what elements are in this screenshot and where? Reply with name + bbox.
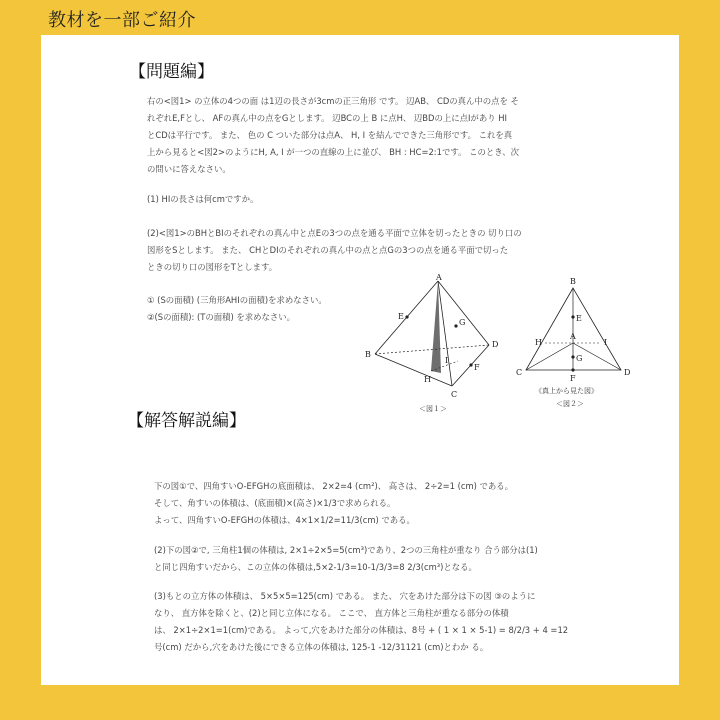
text-line: れぞれE,Fとし、 AFの真ん中の点をGとします。 辺BCの上 B に点H、 辺BDの上に点Iがあり HI [147, 113, 508, 123]
label-b: B [570, 277, 576, 286]
text-line: ① (Sの面積) (三角形AHIの面積)を求めなさい。 [147, 295, 327, 305]
question-2 [147, 225, 522, 276]
label-c: C [516, 368, 523, 377]
label-a: A [436, 273, 442, 282]
label-e: E [398, 312, 404, 321]
answer-section-title: 【解答解説編】 [127, 411, 246, 431]
figure-2-subcaption: 《真上から見た図》 [535, 387, 598, 395]
label-h: H [535, 338, 542, 347]
text-line: そして、角すいの体積は、(底面積)×(高さ)×1/3で求められる。 [154, 498, 396, 508]
figure-2-top-view [513, 273, 643, 413]
figure-1-caption: ＜図１＞ [419, 405, 447, 413]
label-e: E [576, 314, 582, 323]
label-g: G [576, 354, 583, 363]
label-d: D [492, 340, 499, 349]
text-line: (2)<図1>のBHとBIのそれぞれの真ん中と点Eの3つの点を通る平面で立体を切ったときの 切り口の [147, 228, 522, 238]
label-i: I [445, 356, 449, 365]
text-line: (2)下の図②で, 三角柱1個の体積は, 2×1÷2×5=5(cm³)であり、2つの三角柱が重なり 合う部分は(1) [154, 545, 538, 555]
text-line: と同じ四角すいだから、この立体の体積は,5×2-1/3=10-1/3/3=8 2/3(cm³)となる。 [154, 562, 477, 572]
label-f: F [570, 374, 576, 383]
answer-paragraph-1 [154, 478, 513, 529]
label-f: F [474, 363, 480, 372]
label-a: A [570, 332, 576, 341]
figure-2-caption: ＜図２＞ [556, 400, 584, 408]
problem-intro [147, 93, 519, 178]
label-i: I [604, 338, 608, 347]
text-line: 号(cm) だから,穴をあけた後にできる立体の体積は, 125-1 -12/31121 (cm)とわか る。 [154, 642, 489, 652]
answer-paragraph-3 [154, 588, 568, 656]
label-b: B [365, 350, 371, 359]
text-line: 図形をSとします。 また、 CHとDIのそれぞれの真ん中の点と点Gの3つの点を通る平面で切った [147, 245, 509, 255]
label-d: D [624, 368, 631, 377]
text-line: (3)もとの立方体の体積は、 5×5×5=125(cm) である。 また、 穴をあけた部分は下の図 ③のように [154, 591, 536, 601]
figure-1-tetrahedron [363, 273, 513, 413]
text-line: は、 2×1÷2×1=1(cm)である。 よって,穴をあけた部分の体積は、8号 + ( 1 × 1 × 5-1) = 8/2/3 + 4 =12 [154, 625, 569, 635]
text-line: ②(Sの面積): (Tの面積) を求めなさい。 [147, 312, 296, 322]
text-line: 上から見ると<図2>のようにH, A, I が一つの直線の上に並び、 BH : HC=2:1です。 このとき、次 [147, 147, 519, 157]
text-line: 下の図①で、四角すいO-EFGHの底面積は、 2×2=4 (cm²)、 高さは、 2÷2=1 (cm) である。 [154, 481, 514, 491]
text-line: よって、四角すいO-EFGHの体積は、4×1×1/2=11/3(cm) である。 [154, 515, 415, 525]
answer-paragraph-2 [154, 542, 538, 576]
text-line: ときの切り口の図形をTとします。 [147, 262, 278, 272]
label-g: G [459, 318, 466, 327]
question-1: (1) HIの長さは何cmですか。 [147, 194, 259, 204]
text-line: 右の<図1> の立体の4つの面 は1辺の長さが3cmの正三角形 です。 辺AB、 CDの真ん中の点を そ [147, 96, 519, 106]
text-line: なり、 直方体を除くと、(2)と同じ立体になる。 ここで、 直方体と三角柱が重なる部分の体積 [154, 608, 509, 618]
page-header-title: 教材を一部ご紹介 [48, 10, 196, 31]
text-line: とCDは平行です。 また、 色の C ついた部分は点A、 H, I を結んでできた三角形です。 これを真 [147, 130, 513, 140]
problem-section-title: 【問題編】 [129, 62, 214, 82]
question-2-subquestions [147, 292, 327, 326]
text-line: の問いに答えなさい。 [147, 164, 231, 174]
label-c: C [451, 390, 458, 399]
label-h: H [424, 375, 431, 384]
worksheet-card [41, 35, 679, 685]
